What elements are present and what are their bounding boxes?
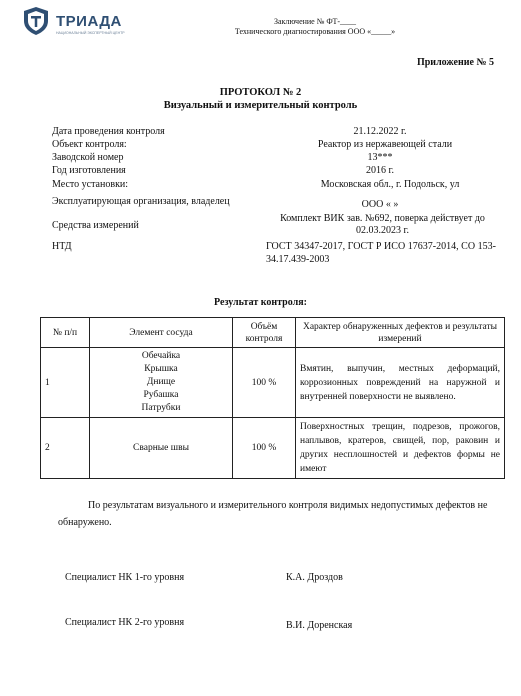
field-value-year: 2016 г.: [366, 165, 394, 176]
conclusion-text: По результатам визуального и измерительного контроля видимых недопустимых дефектов не обнаружено.: [58, 500, 488, 528]
brand-name: ТРИАДА: [56, 13, 122, 30]
table-row: [41, 418, 505, 479]
header-volume: Объём контроля: [233, 318, 296, 348]
signature-name-1: К.А. Дроздов: [286, 572, 343, 583]
header-result: Характер обнаруженных дефектов и результаты измерений: [296, 318, 505, 348]
header-line-1: Заключение № ФТ-____: [273, 17, 357, 26]
field-value-operator: ООО « »: [361, 199, 399, 210]
element-item: Крышка: [144, 364, 178, 374]
field-label-object: Объект контроля:: [52, 139, 127, 150]
header-element: Элемент сосуда: [90, 318, 233, 348]
field-label-date: Дата проведения контроля: [52, 126, 165, 137]
field-label-year: Год изготовления: [52, 165, 126, 176]
row-elements: [90, 348, 233, 418]
row-result: Вмятин, выпучин, местных деформаций, коррозионных повреждений на наружной и внутренней поверхности не выявлено.: [296, 348, 505, 418]
signature-role-2: Специалист НК 2-го уровня: [65, 617, 185, 628]
brand-subtitle: НАЦИОНАЛЬНЫЙ ЭКСПЕРТНЫЙ ЦЕНТР: [56, 31, 125, 35]
company-logo-icon: [22, 6, 50, 36]
field-value-serial: 13***: [367, 152, 393, 163]
field-label-instruments: Средства измерений: [52, 220, 139, 231]
field-value-instruments: Комплект ВИК зав. №692, поверка действует до 02.03.2023 г.: [280, 213, 485, 236]
row-num: 2: [41, 418, 90, 479]
row-result: Поверхностных трещин, подрезов, прожогов, наплывов, кратеров, свищей, пор, раковин и других несплошностей и дефектов формы не имеют: [296, 418, 505, 479]
appendix-number: Приложение № 5: [416, 57, 494, 68]
row-elements: [90, 418, 233, 479]
element-item: Днище: [146, 377, 176, 387]
field-value-location: Московская обл., г. Подольск, ул: [320, 179, 460, 190]
row-volume: 100 %: [233, 418, 296, 479]
field-label-serial: Заводской номер: [52, 152, 124, 163]
results-table: [40, 317, 505, 479]
header-line-2: Технического диагностирования ООО «_____»: [234, 27, 396, 36]
row-num: 1: [41, 348, 90, 418]
protocol-title: ПРОТОКОЛ № 2: [219, 87, 302, 98]
field-value-date: 21.12.2022 г.: [353, 126, 407, 137]
field-label-ntd: НТД: [52, 241, 72, 252]
field-value-object: Реактор из нержавеющей стали: [317, 139, 453, 150]
row-volume: 100 %: [233, 348, 296, 418]
element-item: Патрубки: [141, 403, 181, 413]
field-label-location: Место установки:: [52, 179, 129, 190]
signature-name-2: В.И. Доренская: [286, 620, 353, 631]
element-item: Рубашка: [143, 390, 179, 400]
protocol-subtitle: Визуальный и измерительный контроль: [163, 100, 358, 111]
table-row: [41, 348, 505, 418]
element-item: Обечайка: [141, 351, 181, 361]
result-heading: Результат контроля:: [214, 297, 307, 308]
header-num: № п/п: [41, 318, 90, 348]
field-value-ntd: ГОСТ 34347-2017, ГОСТ Р ИСО 17637-2014, СО 153-34.17.439-2003: [266, 241, 496, 265]
field-label-operator: Эксплуатирующая организация, владелец: [52, 196, 230, 207]
signature-role-1: Специалист НК 1-го уровня: [65, 572, 185, 583]
element-item: Сварные швы: [133, 443, 189, 453]
